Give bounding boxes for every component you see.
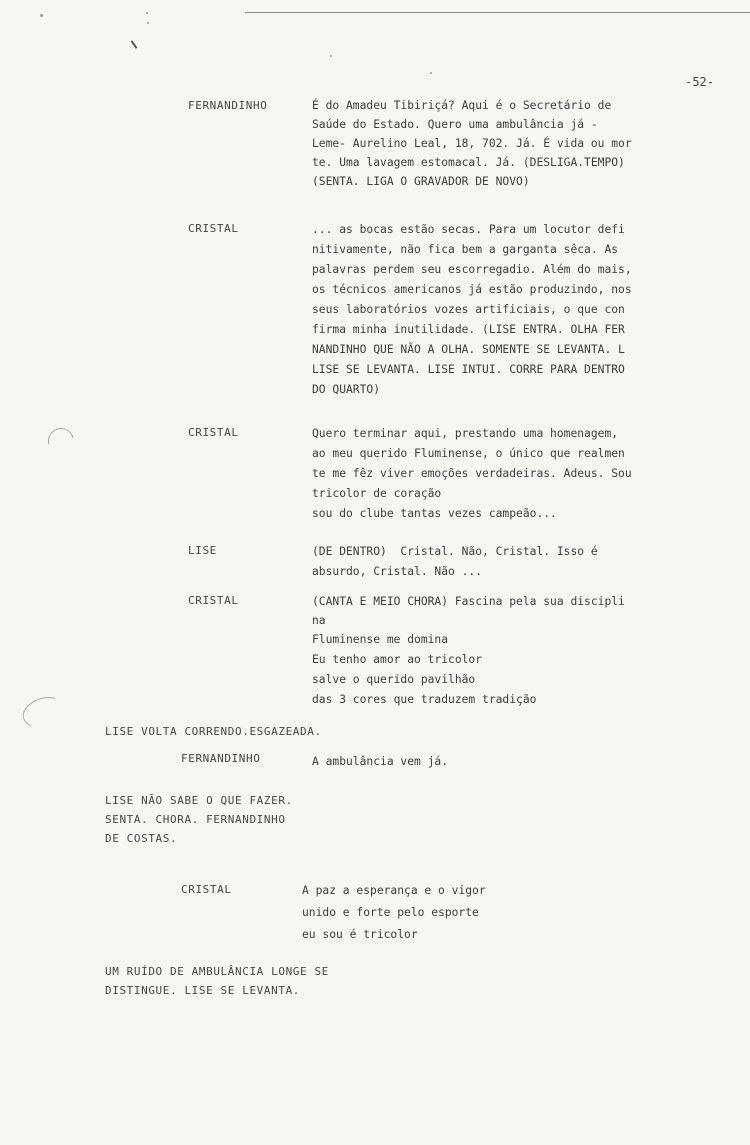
stage-direction: DE COSTAS. (105, 832, 178, 845)
speech-line: firma minha inutilidade. (LISE ENTRA. OLHA FER (312, 323, 625, 336)
speech-line: seus laboratórios vozes artificiais, o que con (312, 303, 625, 316)
speck (330, 55, 332, 57)
speech-line: DO QUARTO) (312, 383, 381, 396)
speck (40, 14, 43, 17)
speech-line: A paz a esperança e o vigor (302, 884, 486, 897)
speech-line: tricolor de coração (312, 487, 442, 500)
stage-direction: LISE NÃO SABE O QUE FAZER. (105, 794, 293, 807)
speech-line: A ambulância vem já. (312, 755, 449, 768)
speck (430, 72, 432, 74)
speech-line: Eu tenho amor ao tricolor (312, 653, 483, 666)
margin-arc (18, 692, 67, 733)
speech-line: (SENTA. LIGA O GRAVADOR DE NOVO) (312, 175, 530, 188)
speaker-name: CRISTAL (181, 883, 232, 896)
speaker-name: FERNANDINHO (188, 99, 268, 112)
speech-line: É do Amadeu Tibiriçá? Aqui é o Secretário de (312, 99, 612, 112)
speaker-name: CRISTAL (188, 426, 239, 439)
stage-direction: UM RUÍDO DE AMBULÂNCIA LONGE SE (105, 965, 329, 978)
speaker-name: CRISTAL (188, 222, 239, 235)
speaker-name: CRISTAL (188, 594, 239, 607)
speech-line: LISE SE LEVANTA. LISE INTUI. CORRE PARA DENTRO (312, 363, 625, 376)
speech-line: absurdo, Cristal. Não ... (312, 565, 483, 578)
speech-line: palavras perdem seu escorregadio. Além do mais, (312, 263, 632, 276)
speech-line: (DE DENTRO) Cristal. Não, Cristal. Isso é (312, 545, 598, 558)
speaker-name: LISE (188, 544, 217, 557)
speck (147, 22, 149, 24)
speech-line: eu sou é tricolor (302, 928, 418, 941)
stage-direction: SENTA. CHORA. FERNANDINHO (105, 813, 286, 826)
speech-line: salve o querido pavilhão (312, 673, 476, 686)
speech-line: Saúde do Estado. Quero uma ambulância já - (312, 118, 598, 131)
speech-line: Fluminense me domina (312, 633, 449, 646)
speech-line: (CANTA E MEIO CHORA) Fascina pela sua discipli (312, 595, 625, 608)
margin-mark (131, 40, 138, 49)
speech-line: ao meu querido Fluminense, o único que realmen (312, 447, 625, 460)
speech-line: na (312, 614, 326, 627)
stage-direction: LISE VOLTA CORRENDO.ESGAZEADA. (105, 725, 322, 738)
speech-line: sou do clube tantas vezes campeão... (312, 507, 557, 520)
speech-line: os técnicos americanos já estão produzindo, nos (312, 283, 632, 296)
speech-line: nitivamente, não fica bem a garganta sêca. As (312, 243, 619, 256)
stage-direction: DISTINGUE. LISE SE LEVANTA. (105, 984, 301, 997)
margin-arc (43, 423, 79, 459)
top-rule (245, 12, 750, 13)
speck (146, 12, 148, 14)
page-number: -52- (685, 75, 714, 89)
speech-line: te. Uma lavagem estomacal. Já. (DESLIGA.TEMPO) (312, 156, 625, 169)
speech-line: Leme- Aurelino Leal, 18, 702. Já. É vida ou mor (312, 137, 632, 150)
speech-line: te me fêz viver emoções verdadeiras. Adeus. Sou (312, 467, 632, 480)
speech-line: das 3 cores que traduzem tradição (312, 693, 537, 706)
speech-line: ... as bocas estão secas. Para um locutor defi (312, 223, 625, 236)
speaker-name: FERNANDINHO (181, 752, 261, 765)
speech-line: NANDINHO QUE NÃO A OLHA. SOMENTE SE LEVANTA. L (312, 343, 625, 356)
speech-line: Quero terminar aqui, prestando uma homenagem, (312, 427, 619, 440)
speech-line: unido e forte pelo esporte (302, 906, 479, 919)
